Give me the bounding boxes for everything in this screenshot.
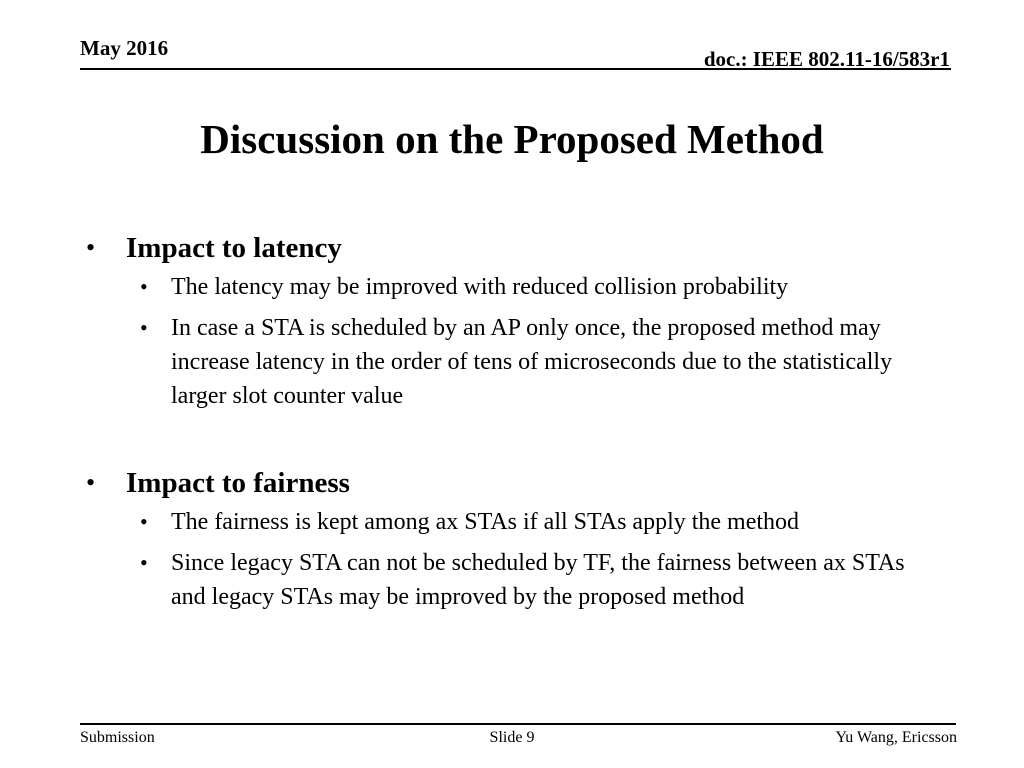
- bullet-heading: [86, 465, 946, 501]
- list-item-text: The latency may be improved with reduced collision probability: [171, 274, 789, 300]
- list-item: [140, 505, 946, 539]
- bullet-icon: •: [140, 509, 148, 534]
- heading-text: Impact to fairness: [126, 467, 350, 499]
- footer-submission: Submission: [80, 729, 155, 746]
- section-latency: [86, 230, 946, 413]
- list-item-text: Since legacy STA can not be scheduled by TF, the fairness between ax STAs and legacy STAs may be improved by the proposed method: [171, 550, 905, 610]
- sub-bullet-list: [86, 270, 946, 413]
- footer-divider: [80, 723, 956, 725]
- section-fairness: [86, 465, 946, 614]
- list-item: [140, 311, 946, 413]
- bullet-icon: •: [86, 468, 96, 497]
- bullet-heading: [86, 230, 946, 266]
- list-item-text: In case a STA is scheduled by an AP only once, the proposed method may increase latency in the order of tens of microseconds due to the statistically larger slot counter value: [171, 315, 893, 409]
- slide-title: Discussion on the Proposed Method: [200, 116, 824, 162]
- bullet-icon: •: [140, 274, 148, 299]
- footer-slide-number: Slide 9: [489, 729, 535, 746]
- heading-text: Impact to latency: [126, 232, 342, 264]
- bullet-icon: •: [86, 233, 96, 262]
- header-doc-id: doc.: IEEE 802.11-16/583r1: [703, 47, 950, 71]
- slide-body: [86, 230, 946, 621]
- bullet-icon: •: [140, 550, 148, 575]
- list-item: [140, 270, 946, 304]
- footer-author: Yu Wang, Ericsson: [835, 729, 957, 746]
- sub-bullet-list: [86, 505, 946, 614]
- header-date: May 2016: [80, 36, 169, 60]
- list-item-text: The fairness is kept among ax STAs if all STAs apply the method: [171, 509, 800, 535]
- list-item: [140, 546, 946, 614]
- header-divider: [80, 68, 951, 70]
- bullet-icon: •: [140, 315, 148, 340]
